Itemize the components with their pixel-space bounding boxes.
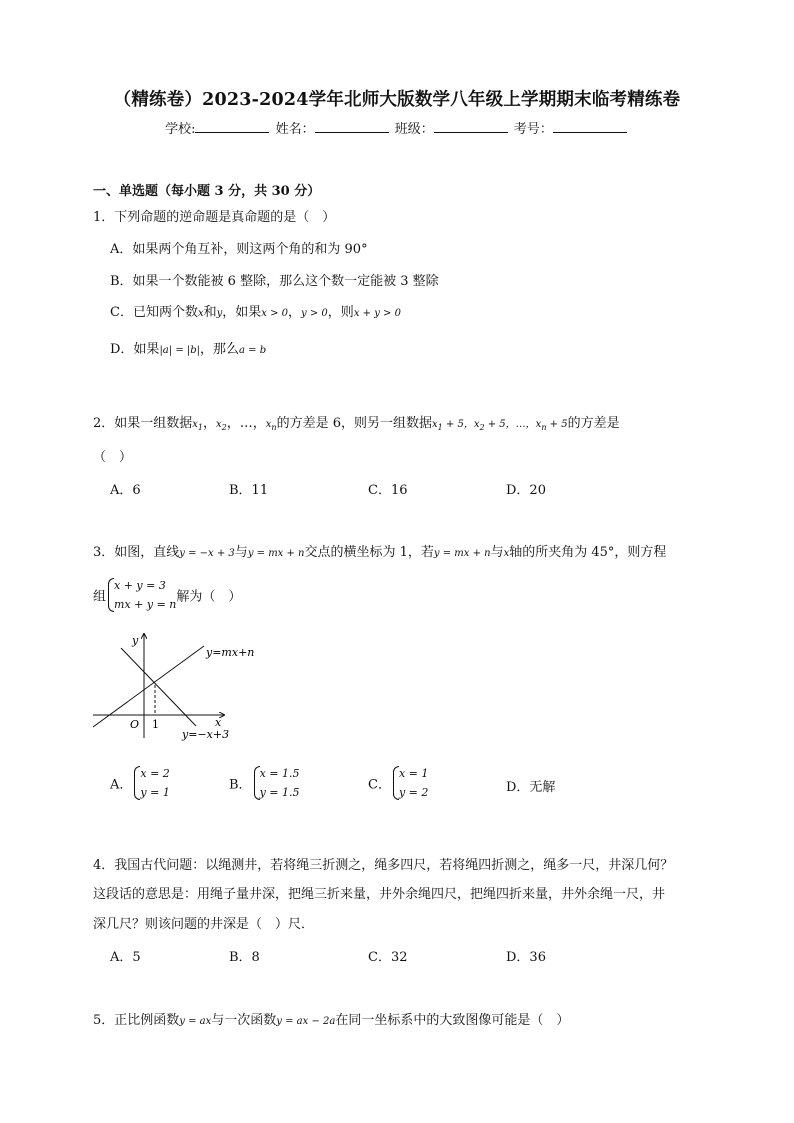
graph-label-line1: y=mx+n [206, 646, 255, 659]
q1-c-text: C．已知两个数 [110, 305, 198, 320]
q3-option-d[interactable]: D．无解 [506, 780, 556, 795]
q3-text-tail: 轴的所夹角为 45°，则方程 [509, 545, 667, 560]
q1-c-y: y [216, 308, 223, 319]
q3-with: 与 [234, 545, 248, 560]
q2-x1: x [192, 419, 198, 430]
q4-line3: 深几尺？则该问题的井深是（ ）尺． [93, 917, 315, 932]
q3-line1-eq: y = −x + 3 [179, 548, 235, 559]
q2-y1: x [431, 419, 438, 430]
q3-stem [93, 541, 666, 560]
q1-c-then: ，则 [327, 305, 354, 320]
q2-p2: + 5，…， [484, 419, 536, 430]
q3-graph [88, 630, 268, 742]
q3-option-a[interactable] [110, 764, 170, 802]
q3-with2: 与 [490, 545, 504, 560]
q3-option-c[interactable] [368, 764, 428, 802]
q2-p3: + 5 [546, 419, 568, 430]
q3-c-eq1: x = 1 [398, 767, 429, 780]
q1-c-and: 和 [203, 305, 217, 320]
q2-option-d[interactable]: D．20 [506, 483, 546, 498]
q5-f2: y = ax − 2a [276, 1016, 336, 1027]
q2-x1-sub: 1 [197, 423, 204, 432]
q3-axis: x [503, 548, 510, 559]
q1-stem: 1．下列命题的逆命题是真命题的是（ ） [93, 210, 336, 225]
q3-line2b-eq: y = mx + n [433, 548, 491, 559]
exam-number-label: 考号： [513, 122, 553, 137]
q1-option-a[interactable]: A．如果两个角互补，则这两个角的和为 90° [110, 242, 368, 257]
student-info-line [0, 118, 794, 137]
q3-line2-eq: y = mx + n [247, 548, 305, 559]
q3-a-eq1: x = 2 [140, 767, 170, 780]
q2-text-pre: 2．如果一组数据 [93, 416, 193, 431]
q4-option-a[interactable]: A．5 [110, 950, 141, 965]
section-title: 一、单选题（每小题 3 分，共 30 分） [93, 184, 321, 199]
q2-stem [93, 412, 620, 432]
q4-option-d[interactable]: D．36 [506, 950, 546, 965]
q2-c1: ， [203, 416, 217, 431]
q3-sys-eq1: x + y = 3 [114, 579, 166, 592]
q2-y2-sub: 2 [479, 423, 485, 432]
q1-d-text: D．如果 [110, 342, 160, 357]
q2-yn: x [535, 419, 542, 430]
q5-stem [93, 1009, 569, 1028]
q1-option-b[interactable]: B．如果一个数能被 6 整除，那么这个数一定能被 3 整除 [110, 274, 439, 289]
q2-text-tail: 的方差是 [567, 416, 620, 431]
q1-option-c[interactable] [110, 301, 401, 320]
q1-option-d[interactable] [110, 338, 266, 357]
q3-sys-pre: 组 [93, 589, 107, 605]
class-blank[interactable] [434, 120, 508, 133]
q3-b-system [252, 764, 300, 802]
graph-label-line2: y=−x+3 [182, 728, 230, 741]
school-label: 学校: [165, 122, 196, 137]
q3-option-b[interactable] [229, 764, 299, 802]
q5-with: 与一次函数 [211, 1013, 277, 1028]
q3-system [93, 576, 241, 614]
page-title: （精练卷）2023-2024学年北师大版数学八年级上学期期末临考精练卷 [113, 90, 681, 110]
q2-p1: + 5， [442, 419, 474, 430]
q3-a-letter: A． [110, 777, 133, 793]
q5-f1: y = ax [179, 1016, 212, 1027]
q1-d-concl: a = b [239, 345, 267, 356]
q4-option-c[interactable]: C．32 [368, 950, 408, 965]
graph-label-origin: O [130, 718, 140, 731]
q1-c-if: ，如果 [222, 305, 262, 320]
q2-xn: x [265, 419, 272, 430]
q4-option-b[interactable]: B．8 [229, 950, 260, 965]
q3-c-letter: C． [368, 777, 391, 793]
q1-c-x: x [197, 308, 204, 319]
class-label: 班级： [394, 122, 434, 137]
q1-c-sep: ， [288, 305, 302, 320]
q1-d-cond: |a| = |b| [159, 345, 201, 356]
q1-d-then: ，那么 [200, 342, 240, 357]
q3-b-eq2: y = 1.5 [259, 786, 300, 799]
q2-text-mid: 的方差是 6，则另一组数据 [276, 416, 432, 431]
q3-text-pre: 3．如图，直线 [93, 545, 180, 560]
school-blank[interactable] [195, 120, 269, 133]
q3-text-mid: 交点的横坐标为 1，若 [304, 545, 434, 560]
q3-a-eq2: y = 1 [140, 786, 170, 799]
name-blank[interactable] [315, 120, 389, 133]
q2-y1-sub: 1 [437, 423, 443, 432]
exam-number-blank[interactable] [553, 120, 627, 133]
q3-b-letter: B． [229, 777, 252, 793]
q3-c-eq2: y = 2 [398, 786, 429, 799]
q3-equation-system [106, 576, 176, 614]
q1-c-cond2: y > 0 [301, 308, 328, 319]
q3-b-eq1: x = 1.5 [259, 767, 300, 780]
name-label: 姓名： [275, 122, 315, 137]
q3-sys-eq2: mx + y = n [114, 598, 177, 611]
q2-xn-sub: n [271, 423, 277, 432]
q2-c2: ，…， [226, 416, 266, 431]
q3-sys-tail: 解为（ ） [176, 589, 242, 605]
q2-yn-sub: n [541, 423, 547, 432]
q5-text-pre: 5．正比例函数 [93, 1013, 180, 1028]
q2-option-b[interactable]: B．11 [229, 483, 269, 498]
q2-y2: x [473, 419, 480, 430]
q2-option-a[interactable]: A．6 [110, 483, 141, 498]
q3-c-system [391, 764, 428, 802]
q2-x2-sub: 2 [221, 423, 227, 432]
q1-c-cond1: x > 0 [261, 308, 289, 319]
q5-text-tail: 在同一坐标系中的大致图像可能是（ ） [335, 1013, 570, 1028]
q4-line1: 4．我国古代问题：以绳测井，若将绳三折测之，绳多四尺，若将绳四折测之，绳多一尺，井深几何？ [93, 858, 674, 873]
graph-label-x: x [215, 716, 222, 729]
graph-label-1: 1 [152, 718, 159, 731]
q3-a-system [132, 764, 169, 802]
q1-c-concl: x + y > 0 [353, 308, 401, 319]
q2-x2: x [216, 419, 222, 430]
q2-option-c[interactable]: C．16 [368, 483, 408, 498]
q4-line2: 这段话的意思是：用绳子量井深，把绳三折来量，井外余绳四尺，把绳四折来量，井外余绳一尺，井 [93, 887, 666, 902]
q2-paren: （ ） [93, 450, 133, 465]
graph-label-y: y [132, 634, 139, 647]
